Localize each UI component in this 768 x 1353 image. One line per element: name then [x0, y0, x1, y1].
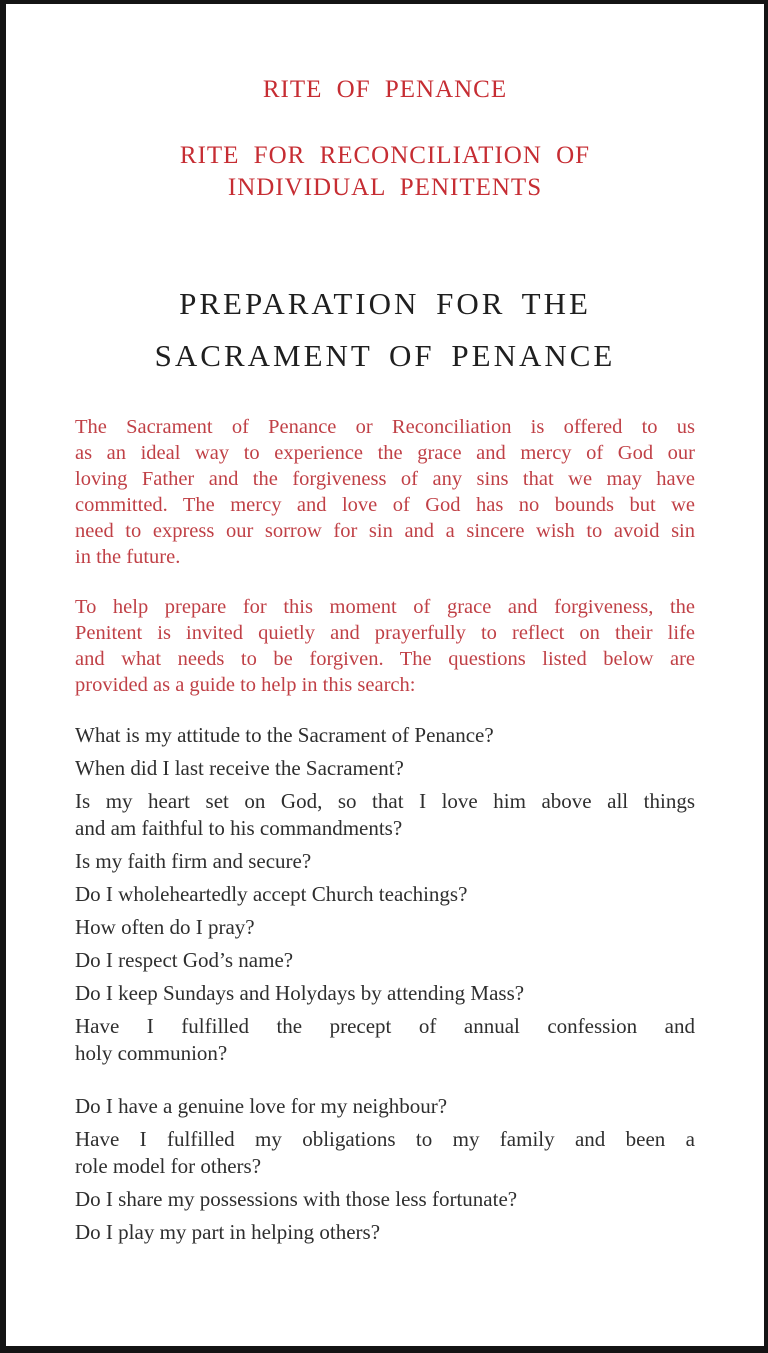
rite-subtitle	[75, 140, 695, 204]
text-line: as an ideal way to experience the grace and mercy of God our	[75, 442, 695, 464]
question-item	[75, 1013, 695, 1067]
text-line: The Sacrament of Penance or Reconciliation is offered to us	[75, 416, 695, 438]
page-content	[6, 4, 764, 1246]
question-item	[75, 881, 695, 908]
question-item	[75, 1219, 695, 1246]
text-line: role model for others?	[75, 1154, 262, 1178]
question-item	[75, 848, 695, 875]
section-heading	[75, 278, 695, 382]
intro-paragraph	[75, 594, 695, 698]
text-line: loving Father and the forgiveness of any sins that we may have	[75, 468, 695, 490]
examination-questions	[75, 722, 695, 1246]
question-item	[75, 788, 695, 842]
text-line: Penitent is invited quietly and prayerfully to reflect on their life	[75, 622, 695, 644]
rite-subtitle-line-2: INDIVIDUAL PENITENTS	[227, 174, 543, 201]
question-item	[75, 722, 695, 749]
text-line: Do I have a genuine love for my neighbour?	[75, 1094, 448, 1118]
text-line: Do I respect God’s name?	[75, 948, 294, 972]
text-line: Is my faith firm and secure?	[75, 849, 312, 873]
intro-paragraphs	[75, 414, 695, 698]
text-line: Have I fulfilled my obligations to my family and been a	[75, 1127, 695, 1151]
text-line: provided as a guide to help in this search:	[75, 674, 416, 696]
text-line: To help prepare for this moment of grace and forgiveness, the	[75, 596, 695, 618]
question-item	[75, 1126, 695, 1180]
question-item	[75, 755, 695, 782]
text-line: Is my heart set on God, so that I love him above all things	[75, 789, 695, 813]
text-line: Have I fulfilled the precept of annual confession and	[75, 1014, 695, 1038]
question-group	[75, 1093, 695, 1246]
text-line: Do I share my possessions with those less fortunate?	[75, 1187, 518, 1211]
intro-paragraph	[75, 414, 695, 570]
text-line: What is my attitude to the Sacrament of Penance?	[75, 723, 494, 747]
text-line: When did I last receive the Sacrament?	[75, 756, 404, 780]
question-item	[75, 1186, 695, 1213]
rite-title: RITE OF PENANCE	[262, 76, 508, 103]
text-line: Do I keep Sundays and Holydays by attending Mass?	[75, 981, 525, 1005]
question-item	[75, 980, 695, 1007]
text-line: in the future.	[75, 546, 181, 568]
section-heading-line-2: SACRAMENT OF PENANCE	[154, 338, 616, 373]
text-line: How often do I pray?	[75, 915, 255, 939]
text-line: and what needs to be forgiven. The questions listed below are	[75, 648, 695, 670]
question-item	[75, 1093, 695, 1120]
text-line: and am faithful to his commandments?	[75, 816, 403, 840]
text-line: holy communion?	[75, 1041, 228, 1065]
question-item	[75, 947, 695, 974]
text-line: Do I play my part in helping others?	[75, 1220, 381, 1244]
question-group	[75, 722, 695, 1067]
rite-subtitle-line-1: RITE FOR RECONCILIATION OF	[179, 142, 591, 169]
text-line: committed. The mercy and love of God has no bounds but we	[75, 494, 695, 516]
section-heading-line-1: PREPARATION FOR THE	[179, 286, 591, 321]
question-item	[75, 914, 695, 941]
text-line: Do I wholeheartedly accept Church teachings?	[75, 882, 468, 906]
text-line: need to express our sorrow for sin and a sincere wish to avoid sin	[75, 520, 695, 542]
